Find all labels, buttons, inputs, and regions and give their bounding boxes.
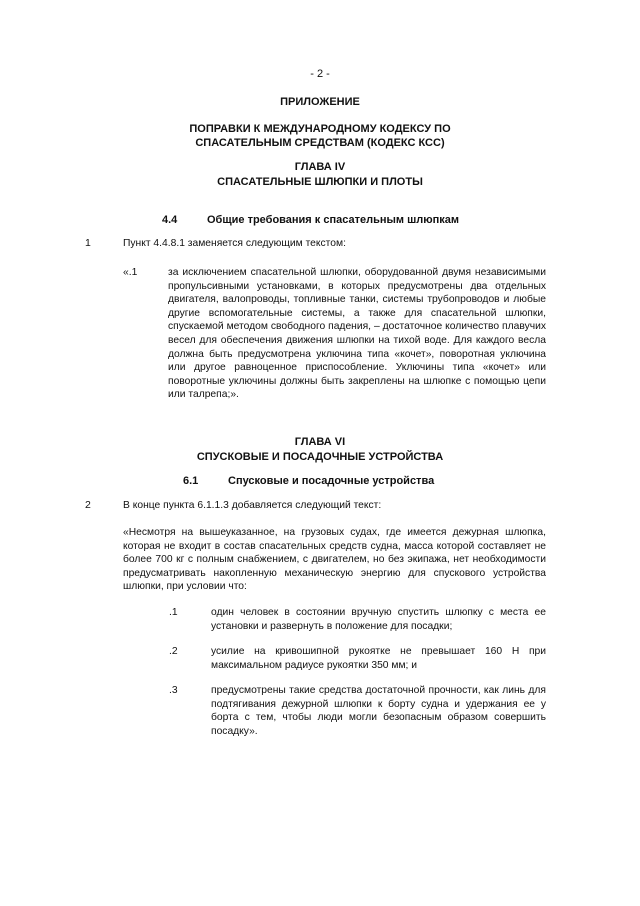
quoted-paragraph: «Несмотря на вышеуказанное, на грузовых судах, где имеется дежурная шлюпка, которая не входит в состав спасательных средств судна, масса которой составляет не более 700 кг с полным снабжением, с двигателем, но без экипажа, нет необходимости предусматривать накопленную механическую энергию для спускового устройства шлюпки, при условии что: [123, 527, 546, 593]
subitem-2-number: .2 [169, 646, 178, 657]
amendment-item-1-number: 1 [85, 237, 91, 249]
chapter-6-title: СПУСКОВЫЕ И ПОСАДОЧНЫЕ УСТРОЙСТВА [196, 451, 444, 463]
subitem-1-number: .1 [169, 607, 178, 618]
quote-item-1-text: за исключением спасательной шлюпки, оборудованной двумя независимыми пропульсивными установками, в которых предусмотрены два отдельных двигателя, валопроводы, топливные танки, системы трубопроводов и любые другие вспомогательные системы, а также для спасательной шлюпки, спускаемой методом свободного падения, – достаточное количество плавучих весел для обеспечения движения шлюпки на тихой воде. Для каждого весла должна быть предусмотрена уключина типа «кочет», поворотная уключина или другое равноценное приспособление. Уключины типа «кочет» или поворотные уключины должны быть закреплены на шлюпке с помощью цепи или талрепа;». [168, 267, 546, 401]
quote-item-1-number: «.1 [123, 267, 138, 278]
amendment-item-2-text: В конце пункта 6.1.1.3 добавляется следующий текст: [123, 500, 382, 511]
subitem-1-text: один человек в состоянии вручную спустить шлюпку с места ее установки и развернуть в положение для посадки; [211, 607, 546, 632]
section-4-4-title: Общие требования к спасательным шлюпкам [207, 214, 460, 226]
annex-title: ПРИЛОЖЕНИЕ [280, 96, 360, 108]
document-title-line-1: ПОПРАВКИ К МЕЖДУНАРОДНОМУ КОДЕКСУ ПО [189, 123, 451, 135]
section-6-1-title: Спусковые и посадочные устройства [228, 475, 435, 487]
page-number: - 2 - [310, 68, 330, 80]
subitem-3-text: предусмотрены такие средства достаточной прочности, как линь для подтягивания дежурной шлюпки к борту судна и удержания ее у борта с тем, чтобы люди могли безопасным образом совершить посадку». [211, 685, 546, 737]
chapter-4-title: СПАСАТЕЛЬНЫЕ ШЛЮПКИ И ПЛОТЫ [217, 176, 423, 188]
section-6-1-number: 6.1 [183, 475, 199, 487]
section-4-4-number: 4.4 [162, 214, 178, 226]
chapter-4-label: ГЛАВА IV [294, 161, 346, 173]
chapter-6-label: ГЛАВА VI [294, 436, 346, 448]
amendment-item-2-number: 2 [85, 499, 91, 511]
document-title-line-2: СПАСАТЕЛЬНЫМ СРЕДСТВАМ (КОДЕКС КСС) [195, 137, 445, 149]
subitem-3-number: .3 [169, 685, 178, 696]
amendment-item-1-text: Пункт 4.4.8.1 заменяется следующим текстом: [123, 238, 346, 249]
subitem-2-text: усилие на кривошипной рукоятке не превышает 160 Н при максимальном радиусе рукоятки 350 мм; и [211, 646, 546, 671]
